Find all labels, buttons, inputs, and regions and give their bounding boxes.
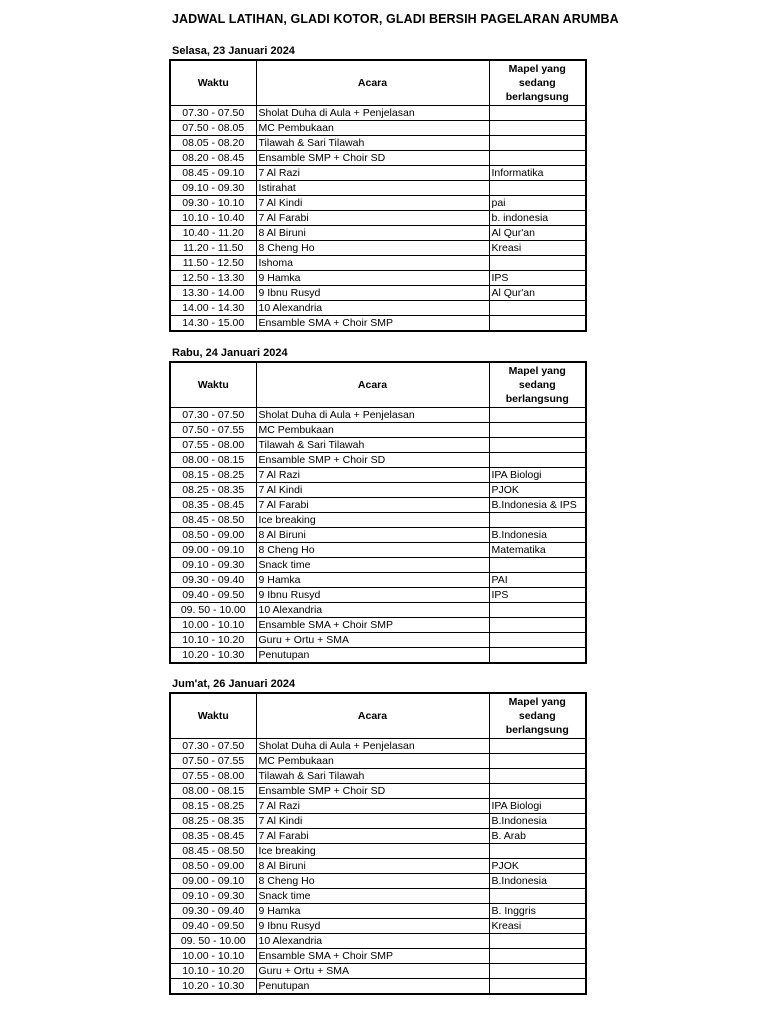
subject-cell: Al Qur'an xyxy=(489,286,586,301)
event-cell: Sholat Duha di Aula + Penjelasan xyxy=(256,408,489,423)
event-cell: 9 Ibnu Rusyd xyxy=(256,588,489,603)
header-acara: Acara xyxy=(256,60,489,106)
time-cell: 12.50 - 13.30 xyxy=(170,271,256,286)
event-cell: 8 Al Biruni xyxy=(256,859,489,874)
header-mapel-line: berlangsung xyxy=(505,393,569,405)
time-cell: 09.00 - 09.10 xyxy=(170,543,256,558)
subject-cell xyxy=(489,603,586,618)
table-row xyxy=(170,814,586,829)
table-row xyxy=(170,618,586,633)
event-cell: 7 Al Kindi xyxy=(256,196,489,211)
table-row xyxy=(170,859,586,874)
time-cell: 08.50 - 09.00 xyxy=(170,528,256,543)
subject-cell: pai xyxy=(489,196,586,211)
schedule-section-day-3 xyxy=(169,677,585,995)
table-row xyxy=(170,316,586,332)
subject-cell xyxy=(489,181,586,196)
table-row xyxy=(170,528,586,543)
table-row xyxy=(170,979,586,995)
subject-cell: PJOK xyxy=(489,483,586,498)
subject-cell xyxy=(489,256,586,271)
event-cell: Sholat Duha di Aula + Penjelasan xyxy=(256,106,489,121)
header-row xyxy=(170,362,586,408)
event-cell: Ensamble SMA + Choir SMP xyxy=(256,316,489,332)
event-cell: 7 Al Farabi xyxy=(256,211,489,226)
time-cell: 09. 50 - 10.00 xyxy=(170,603,256,618)
table-row xyxy=(170,196,586,211)
header-mapel-line: sedang xyxy=(518,710,556,722)
event-cell: Guru + Ortu + SMA xyxy=(256,633,489,648)
day-title: Jum'at, 26 Januari 2024 xyxy=(172,678,296,690)
subject-cell: Al Qur'an xyxy=(489,226,586,241)
subject-cell xyxy=(489,889,586,904)
subject-cell xyxy=(489,423,586,438)
subject-cell xyxy=(489,844,586,859)
event-cell: Sholat Duha di Aula + Penjelasan xyxy=(256,739,489,754)
subject-cell xyxy=(489,316,586,332)
subject-cell xyxy=(489,151,586,166)
table-row xyxy=(170,889,586,904)
subject-cell xyxy=(489,769,586,784)
time-cell: 10.00 - 10.10 xyxy=(170,618,256,633)
subject-cell: PAI xyxy=(489,573,586,588)
header-row xyxy=(170,60,586,106)
table-row xyxy=(170,453,586,468)
table-row xyxy=(170,166,586,181)
table-row xyxy=(170,754,586,769)
time-cell: 07.30 - 07.50 xyxy=(170,408,256,423)
time-cell: 09. 50 - 10.00 xyxy=(170,934,256,949)
subject-cell xyxy=(489,618,586,633)
subject-cell xyxy=(489,121,586,136)
schedule-section-day-1 xyxy=(169,44,585,332)
header-mapel xyxy=(489,693,586,739)
time-cell: 07.50 - 08.05 xyxy=(170,121,256,136)
subject-cell: B.Indonesia & IPS xyxy=(489,498,586,513)
table-row xyxy=(170,844,586,859)
time-cell: 08.15 - 08.25 xyxy=(170,468,256,483)
table-row xyxy=(170,106,586,121)
subject-cell xyxy=(489,408,586,423)
event-cell: 8 Al Biruni xyxy=(256,528,489,543)
table-row xyxy=(170,769,586,784)
table-row xyxy=(170,799,586,814)
subject-cell xyxy=(489,949,586,964)
event-cell: 8 Cheng Ho xyxy=(256,543,489,558)
subject-cell: B.Indonesia xyxy=(489,528,586,543)
event-cell: Snack time xyxy=(256,558,489,573)
event-cell: 9 Hamka xyxy=(256,904,489,919)
time-cell: 08.35 - 08.45 xyxy=(170,498,256,513)
event-cell: Ensamble SMP + Choir SD xyxy=(256,784,489,799)
table-row xyxy=(170,498,586,513)
table-row xyxy=(170,829,586,844)
table-row xyxy=(170,558,586,573)
time-cell: 08.50 - 09.00 xyxy=(170,859,256,874)
table-row xyxy=(170,573,586,588)
header-acara: Acara xyxy=(256,693,489,739)
event-cell: Penutupan xyxy=(256,648,489,664)
day-title: Rabu, 24 Januari 2024 xyxy=(172,347,288,359)
time-cell: 09.40 - 09.50 xyxy=(170,919,256,934)
subject-cell: Kreasi xyxy=(489,241,586,256)
time-cell: 07.55 - 08.00 xyxy=(170,769,256,784)
table-row xyxy=(170,121,586,136)
subject-cell xyxy=(489,301,586,316)
time-cell: 08.00 - 08.15 xyxy=(170,453,256,468)
header-acara: Acara xyxy=(256,362,489,408)
time-cell: 14.00 - 14.30 xyxy=(170,301,256,316)
day-title: Selasa, 23 Januari 2024 xyxy=(172,45,295,57)
event-cell: 10 Alexandria xyxy=(256,603,489,618)
event-cell: Ensamble SMP + Choir SD xyxy=(256,151,489,166)
time-cell: 08.20 - 08.45 xyxy=(170,151,256,166)
time-cell: 11.50 - 12.50 xyxy=(170,256,256,271)
subject-cell: IPS xyxy=(489,588,586,603)
event-cell: 9 Hamka xyxy=(256,573,489,588)
header-mapel xyxy=(489,60,586,106)
table-row xyxy=(170,256,586,271)
subject-cell: IPA Biologi xyxy=(489,468,586,483)
header-mapel-line: Mapel yang xyxy=(508,63,566,75)
event-cell: 9 Ibnu Rusyd xyxy=(256,919,489,934)
table-row xyxy=(170,543,586,558)
subject-cell: B. Inggris xyxy=(489,904,586,919)
subject-cell xyxy=(489,136,586,151)
event-cell: Tilawah & Sari Tilawah xyxy=(256,136,489,151)
time-cell: 08.35 - 08.45 xyxy=(170,829,256,844)
subject-cell xyxy=(489,438,586,453)
table-row xyxy=(170,919,586,934)
table-row xyxy=(170,136,586,151)
time-cell: 08.25 - 08.35 xyxy=(170,814,256,829)
time-cell: 07.55 - 08.00 xyxy=(170,438,256,453)
subject-cell xyxy=(489,784,586,799)
time-cell: 14.30 - 15.00 xyxy=(170,316,256,332)
subject-cell xyxy=(489,453,586,468)
event-cell: 9 Ibnu Rusyd xyxy=(256,286,489,301)
time-cell: 09.00 - 09.10 xyxy=(170,874,256,889)
table-row xyxy=(170,739,586,754)
table-row xyxy=(170,286,586,301)
table-row xyxy=(170,241,586,256)
event-cell: Snack time xyxy=(256,889,489,904)
time-cell: 10.10 - 10.40 xyxy=(170,211,256,226)
subject-cell xyxy=(489,558,586,573)
table-row xyxy=(170,874,586,889)
event-cell: 7 Al Razi xyxy=(256,166,489,181)
schedule-table xyxy=(169,59,587,332)
event-cell: Ishoma xyxy=(256,256,489,271)
subject-cell xyxy=(489,979,586,995)
table-row xyxy=(170,904,586,919)
table-row xyxy=(170,588,586,603)
table-row xyxy=(170,271,586,286)
event-cell: 8 Al Biruni xyxy=(256,226,489,241)
time-cell: 09.30 - 09.40 xyxy=(170,904,256,919)
event-cell: 10 Alexandria xyxy=(256,301,489,316)
schedule-section-day-2 xyxy=(169,346,585,664)
subject-cell: B.Indonesia xyxy=(489,814,586,829)
time-cell: 08.05 - 08.20 xyxy=(170,136,256,151)
header-waktu: Waktu xyxy=(170,693,256,739)
time-cell: 09.10 - 09.30 xyxy=(170,181,256,196)
time-cell: 08.45 - 09.10 xyxy=(170,166,256,181)
event-cell: Ice breaking xyxy=(256,513,489,528)
table-row xyxy=(170,301,586,316)
subject-cell xyxy=(489,513,586,528)
subject-cell: Informatika xyxy=(489,166,586,181)
table-row xyxy=(170,226,586,241)
event-cell: Tilawah & Sari Tilawah xyxy=(256,769,489,784)
event-cell: 7 Al Kindi xyxy=(256,483,489,498)
table-row xyxy=(170,181,586,196)
table-row xyxy=(170,438,586,453)
table-row xyxy=(170,949,586,964)
table-row xyxy=(170,603,586,618)
subject-cell xyxy=(489,106,586,121)
event-cell: Ice breaking xyxy=(256,844,489,859)
event-cell: Ensamble SMA + Choir SMP xyxy=(256,618,489,633)
table-row xyxy=(170,151,586,166)
event-cell: 7 Al Razi xyxy=(256,468,489,483)
table-row xyxy=(170,408,586,423)
subject-cell: Kreasi xyxy=(489,919,586,934)
subject-cell: B. Arab xyxy=(489,829,586,844)
time-cell: 11.20 - 11.50 xyxy=(170,241,256,256)
event-cell: 8 Cheng Ho xyxy=(256,874,489,889)
header-mapel-line: berlangsung xyxy=(505,91,569,103)
time-cell: 07.50 - 07.55 xyxy=(170,754,256,769)
event-cell: Guru + Ortu + SMA xyxy=(256,964,489,979)
event-cell: MC Pembukaan xyxy=(256,754,489,769)
table-row xyxy=(170,964,586,979)
subject-cell xyxy=(489,934,586,949)
table-row xyxy=(170,483,586,498)
subject-cell: B.Indonesia xyxy=(489,874,586,889)
time-cell: 08.15 - 08.25 xyxy=(170,799,256,814)
time-cell: 10.20 - 10.30 xyxy=(170,648,256,664)
subject-cell xyxy=(489,648,586,664)
time-cell: 09.30 - 10.10 xyxy=(170,196,256,211)
time-cell: 09.10 - 09.30 xyxy=(170,558,256,573)
table-row xyxy=(170,211,586,226)
time-cell: 10.10 - 10.20 xyxy=(170,633,256,648)
time-cell: 10.10 - 10.20 xyxy=(170,964,256,979)
event-cell: 7 Al Farabi xyxy=(256,498,489,513)
subject-cell: IPS xyxy=(489,271,586,286)
header-row xyxy=(170,693,586,739)
time-cell: 13.30 - 14.00 xyxy=(170,286,256,301)
event-cell: 9 Hamka xyxy=(256,271,489,286)
header-mapel-line: Mapel yang xyxy=(508,365,566,377)
time-cell: 08.25 - 08.35 xyxy=(170,483,256,498)
time-cell: 08.45 - 08.50 xyxy=(170,513,256,528)
header-mapel-line: sedang xyxy=(518,379,556,391)
table-row xyxy=(170,513,586,528)
time-cell: 07.50 - 07.55 xyxy=(170,423,256,438)
subject-cell: IPA Biologi xyxy=(489,799,586,814)
time-cell: 09.30 - 09.40 xyxy=(170,573,256,588)
event-cell: Tilawah & Sari Tilawah xyxy=(256,438,489,453)
time-cell: 10.20 - 10.30 xyxy=(170,979,256,995)
event-cell: Ensamble SMP + Choir SD xyxy=(256,453,489,468)
table-row xyxy=(170,934,586,949)
time-cell: 07.30 - 07.50 xyxy=(170,106,256,121)
subject-cell xyxy=(489,964,586,979)
header-waktu: Waktu xyxy=(170,362,256,408)
event-cell: 8 Cheng Ho xyxy=(256,241,489,256)
event-cell: 10 Alexandria xyxy=(256,934,489,949)
table-row xyxy=(170,633,586,648)
subject-cell: b. indonesia xyxy=(489,211,586,226)
header-mapel xyxy=(489,362,586,408)
event-cell: Ensamble SMA + Choir SMP xyxy=(256,949,489,964)
time-cell: 10.00 - 10.10 xyxy=(170,949,256,964)
time-cell: 09.40 - 09.50 xyxy=(170,588,256,603)
table-row xyxy=(170,423,586,438)
schedule-table xyxy=(169,692,587,995)
header-mapel-line: berlangsung xyxy=(505,724,569,736)
header-waktu: Waktu xyxy=(170,60,256,106)
table-row xyxy=(170,468,586,483)
time-cell: 07.30 - 07.50 xyxy=(170,739,256,754)
header-mapel-line: Mapel yang xyxy=(508,696,566,708)
event-cell: 7 Al Kindi xyxy=(256,814,489,829)
time-cell: 10.40 - 11.20 xyxy=(170,226,256,241)
subject-cell: PJOK xyxy=(489,859,586,874)
event-cell: MC Pembukaan xyxy=(256,423,489,438)
time-cell: 09.10 - 09.30 xyxy=(170,889,256,904)
subject-cell xyxy=(489,739,586,754)
event-cell: MC Pembukaan xyxy=(256,121,489,136)
event-cell: Istirahat xyxy=(256,181,489,196)
event-cell: 7 Al Razi xyxy=(256,799,489,814)
time-cell: 08.00 - 08.15 xyxy=(170,784,256,799)
event-cell: Penutupan xyxy=(256,979,489,995)
event-cell: 7 Al Farabi xyxy=(256,829,489,844)
subject-cell xyxy=(489,633,586,648)
subject-cell xyxy=(489,754,586,769)
table-row xyxy=(170,648,586,664)
schedule-table xyxy=(169,361,587,664)
time-cell: 08.45 - 08.50 xyxy=(170,844,256,859)
page-title: JADWAL LATIHAN, GLADI KOTOR, GLADI BERSIH PAGELARAN ARUMBA xyxy=(172,12,619,26)
header-mapel-line: sedang xyxy=(518,77,556,89)
table-row xyxy=(170,784,586,799)
subject-cell: Matematika xyxy=(489,543,586,558)
